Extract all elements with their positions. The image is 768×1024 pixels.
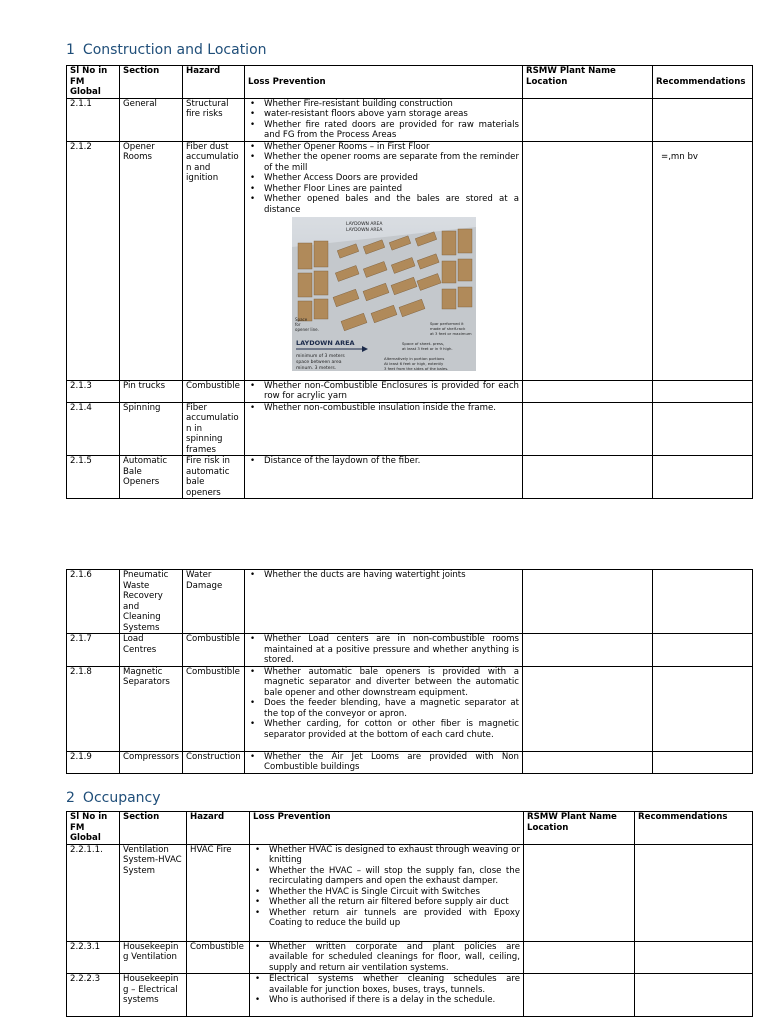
cell-section: Ventilation System-HVAC System (120, 844, 187, 941)
list-item: • Whether all the return air filtered before supply air duct (253, 897, 520, 908)
cell-plant (524, 974, 635, 1017)
section-heading-occupancy (66, 790, 161, 806)
figure-label: opener line. (294, 327, 319, 332)
figure-label: Space of sheet- press, (401, 341, 444, 346)
figure-label: Spar performed it (429, 321, 464, 326)
cell-hazard: Combustible (183, 380, 245, 402)
col-header-section: Section (120, 812, 187, 845)
construction-table-continued (66, 569, 753, 774)
section-title: Occupancy (82, 790, 161, 806)
cell-plant (523, 141, 653, 380)
col-header-hazard: Hazard (183, 66, 245, 99)
figure-label: at least 3 feet or in 9 high. (401, 346, 453, 351)
cell-hazard (187, 974, 250, 1017)
cell-sl: 2.1.7 (67, 634, 120, 667)
cell-plant (523, 570, 653, 634)
section-number: 1 (66, 42, 75, 58)
cell-recommendation (653, 402, 753, 456)
figure-label: At least 6 feet or high, extently (383, 361, 443, 366)
list-item: • Whether Load centers are in non-combustible rooms maintained at a positive pressure and whether anything is stored. (248, 634, 519, 666)
cell-loss-prevention (245, 666, 523, 751)
cell-hazard: Combustible (183, 634, 245, 667)
cell-plant (523, 456, 653, 499)
cell-sl: 2.1.2 (67, 141, 120, 380)
cell-sl: 2.1.9 (67, 751, 120, 773)
occupancy-table (66, 811, 753, 1017)
cell-recommendation (653, 570, 753, 634)
list-item: • Whether written corporate and plant policies are available for scheduled cleanings for floor, wall, ceiling, supply and return air ventilation systems. (253, 942, 520, 974)
list-item: • Whether non-Combustible Enclosures is provided for each row for acrylic yarn (248, 381, 519, 402)
list-item: • water-resistant floors above yarn storage areas (248, 109, 519, 120)
col-header-sl: Sl No in FM Global (67, 66, 120, 99)
col-header-recommendations: Recommendations (635, 812, 753, 845)
cell-loss-prevention (245, 634, 523, 667)
list-item: • Whether fire rated doors are provided for raw materials and FG from the Process Areas (248, 120, 519, 141)
cell-sl: 2.2.1.1. (67, 844, 120, 941)
figure-label: at 3 feet or maximum (429, 331, 472, 336)
col-header-loss-prevention: Loss Prevention (245, 66, 523, 99)
list-item: • Whether the HVAC is Single Circuit with Switches (253, 887, 520, 898)
list-item: • Whether the opener rooms are separate from the reminder of the mill (248, 152, 519, 173)
figure-label: Space (294, 317, 307, 322)
cell-recommendation (653, 456, 753, 499)
table-row (67, 380, 753, 402)
cell-section: Pneumatic Waste Recovery and Cleaning Systems (120, 570, 183, 634)
col-header-sl: Sl No in FM Global (67, 812, 120, 845)
table-row (67, 98, 753, 141)
list-item: • Whether Access Doors are provided (248, 173, 519, 184)
list-item: • Whether non-combustible insulation inside the frame. (248, 403, 519, 414)
col-header-hazard: Hazard (187, 812, 250, 845)
cell-section: Load Centres (120, 634, 183, 667)
figure-label: 3 feet from the sides of the bales. (383, 366, 448, 371)
list-item: • Whether Opener Rooms – in First Floor (248, 142, 519, 153)
cell-recommendation (635, 974, 753, 1017)
col-header-loss-prevention: Loss Prevention (250, 812, 524, 845)
figure-label: minimum of 3 meters (295, 354, 345, 359)
cell-hazard: Combustible (187, 941, 250, 974)
table-row (67, 941, 753, 974)
list-item: • Whether automatic bale openers is provided with a magnetic separator and diverter between the automatic bale opener and other downstream equipment. (248, 667, 519, 699)
cell-loss-prevention (245, 98, 523, 141)
cell-recommendation (653, 751, 753, 773)
col-header-plant: RSMW Plant Name Location (523, 66, 653, 99)
figure-label: LAYDOWN AREA (295, 339, 355, 347)
list-item: • Who is authorised if there is a delay in the schedule. (253, 995, 520, 1006)
cell-sl: 2.1.6 (67, 570, 120, 634)
cell-loss-prevention (245, 402, 523, 456)
section-heading-construction (66, 42, 267, 58)
list-item: • Whether the HVAC – will stop the supply fan, close the recirculating dampers and open the exhaust damper. (253, 866, 520, 887)
col-header-section: Section (120, 66, 183, 99)
cell-section: Automatic Bale Openers (120, 456, 183, 499)
table-header-row (67, 66, 753, 99)
cell-sl: 2.2.3.1 (67, 941, 120, 974)
cell-hazard: Fiber accumulation in spinning frames (183, 402, 245, 456)
cell-hazard: Water Damage (183, 570, 245, 634)
figure-label: Alternatively in portion portions (383, 356, 444, 361)
cell-recommendation (653, 98, 753, 141)
cell-plant (523, 380, 653, 402)
cell-plant (523, 666, 653, 751)
table-header-row (67, 812, 753, 845)
cell-section: Compressors (120, 751, 183, 773)
cell-hazard: Construction (183, 751, 245, 773)
list-item: • Whether opened bales and the bales are stored at a distance (248, 194, 519, 215)
cell-loss-prevention (250, 974, 524, 1017)
col-header-recommendations: Recommendations (653, 66, 753, 99)
section-title: Construction and Location (82, 42, 267, 58)
list-item: • Does the feeder blending, have a magnetic separator at the top of the conveyor or apron. (248, 698, 519, 719)
list-item: • Distance of the laydown of the fiber. (248, 456, 519, 467)
list-item: • Whether the Air Jet Looms are provided with Non Combustible buildings (248, 752, 519, 773)
cell-section: Pin trucks (120, 380, 183, 402)
cell-sl: 2.1.4 (67, 402, 120, 456)
figure-label: space between area (295, 360, 342, 365)
cell-hazard: Fire risk in automatic bale openers (183, 456, 245, 499)
figure-label: for (294, 322, 300, 327)
cell-hazard: Structural fire risks (183, 98, 245, 141)
cell-plant (524, 941, 635, 974)
laydown-area-illustration (292, 217, 476, 371)
table-row (67, 666, 753, 751)
cell-loss-prevention (245, 570, 523, 634)
recommendation-text: =,mn bv (661, 151, 699, 162)
list-item: • Whether Fire-resistant building construction (248, 99, 519, 110)
cell-sl: 2.1.1 (67, 98, 120, 141)
table-row (67, 844, 753, 941)
cell-loss-prevention (245, 141, 523, 380)
cell-hazard: HVAC Fire (187, 844, 250, 941)
figure-label: minum. 3 meters. (295, 366, 336, 371)
cell-recommendation (653, 634, 753, 667)
table-row (67, 634, 753, 667)
cell-hazard: Combustible (183, 666, 245, 751)
list-item: • Whether carding, for cotton or other fiber is magnetic separator provided at the bottom of each card chute. (248, 719, 519, 740)
list-item: • Whether return air tunnels are provided with Epoxy Coating to reduce the build up (253, 908, 520, 929)
table-row (67, 456, 753, 499)
cell-section: Magnetic Separators (120, 666, 183, 751)
cell-loss-prevention (245, 751, 523, 773)
cell-loss-prevention (245, 456, 523, 499)
cell-sl: 2.1.3 (67, 380, 120, 402)
cell-recommendation (653, 380, 753, 402)
table-row (67, 570, 753, 634)
cell-section: Housekeeping Ventilation (120, 941, 187, 974)
figure-label: LAYDOWN AREA (345, 222, 382, 227)
cell-sl: 2.2.2.3 (67, 974, 120, 1017)
cell-section: Opener Rooms (120, 141, 183, 380)
table-row (67, 751, 753, 773)
cell-loss-prevention (250, 941, 524, 974)
cell-loss-prevention (250, 844, 524, 941)
figure-label: made of shelf-rack (429, 326, 465, 331)
cell-plant (523, 634, 653, 667)
col-header-plant: RSMW Plant Name Location (524, 812, 635, 845)
cell-loss-prevention (245, 380, 523, 402)
cell-section: Spinning (120, 402, 183, 456)
cell-plant (523, 98, 653, 141)
table-row (67, 402, 753, 456)
cell-plant (524, 844, 635, 941)
list-item: • Electrical systems whether cleaning schedules are available for junction boxes, buses, trays, tunnels. (253, 974, 520, 995)
construction-table (66, 65, 753, 499)
list-item: • Whether the ducts are having watertight joints (248, 570, 519, 581)
cell-section: Housekeeping – Electrical systems (120, 974, 187, 1017)
cell-sl: 2.1.8 (67, 666, 120, 751)
cell-recommendation (635, 941, 753, 974)
table-row (67, 974, 753, 1017)
section-number: 2 (66, 790, 75, 806)
cell-plant (523, 751, 653, 773)
cell-sl: 2.1.5 (67, 456, 120, 499)
list-item: • Whether Floor Lines are painted (248, 184, 519, 195)
cell-plant (523, 402, 653, 456)
list-item: • Whether HVAC is designed to exhaust through weaving or knitting (253, 845, 520, 866)
figure-label: LAYDOWN AREA (345, 228, 382, 233)
cell-recommendation (635, 844, 753, 941)
cell-recommendation (653, 666, 753, 751)
cell-hazard: Fiber dust accumulation and ignition (183, 141, 245, 380)
cell-section: General (120, 98, 183, 141)
cell-recommendation (653, 141, 753, 380)
table-row (67, 141, 753, 380)
